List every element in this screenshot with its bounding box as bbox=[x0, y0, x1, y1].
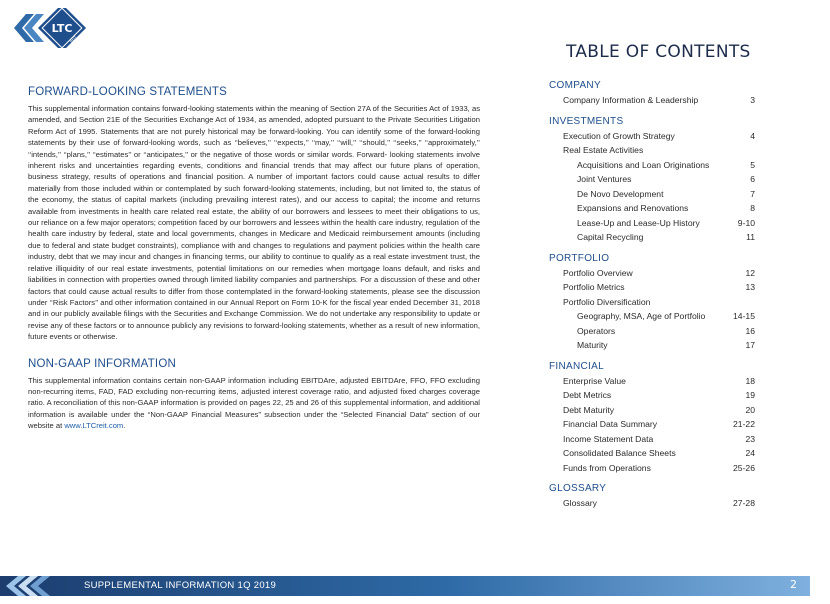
toc-entry-label: Portfolio Diversification bbox=[563, 296, 651, 307]
table-of-contents bbox=[549, 80, 755, 511]
toc-entry-label: Joint Ventures bbox=[577, 174, 632, 184]
toc-entry-label: Lease-Up and Lease-Up History bbox=[577, 217, 700, 228]
toc-entry[interactable] bbox=[549, 417, 755, 432]
toc-entry-label: Debt Maturity bbox=[563, 404, 615, 415]
website-link[interactable]: www.LTCreit.com bbox=[64, 421, 124, 431]
toc-section-heading: GLOSSARY bbox=[549, 483, 607, 494]
toc-entry[interactable] bbox=[549, 496, 755, 511]
toc-entry-page: 20 bbox=[745, 404, 755, 415]
non-gaap-body bbox=[28, 375, 480, 432]
toc-entry[interactable] bbox=[549, 230, 755, 245]
toc-entry[interactable] bbox=[549, 93, 755, 108]
page-number: 2 bbox=[790, 578, 797, 591]
toc-entry-label: Consolidated Balance Sheets bbox=[563, 448, 676, 458]
toc-entry-page: 11 bbox=[746, 232, 755, 242]
toc-entry[interactable] bbox=[549, 201, 755, 216]
toc-entry-page: 19 bbox=[745, 390, 755, 400]
toc-entry-label: Portfolio Metrics bbox=[563, 282, 625, 292]
toc-entry-label: Maturity bbox=[577, 340, 608, 350]
toc-entry[interactable] bbox=[549, 172, 755, 187]
toc-section-heading: PORTFOLIO bbox=[549, 252, 610, 264]
toc-entry[interactable] bbox=[549, 324, 755, 339]
toc-entry-label: Debt Metrics bbox=[563, 390, 612, 400]
toc-entry-page: 23 bbox=[745, 433, 755, 444]
toc-entry-page: 4 bbox=[750, 130, 755, 141]
toc-entry-page: 9-10 bbox=[737, 217, 755, 228]
toc-entry-label: Financial Data Summary bbox=[563, 419, 658, 429]
toc-entry-label: Enterprise Value bbox=[563, 375, 626, 386]
toc-entry-label: Expansions and Renovations bbox=[577, 203, 689, 213]
toc-entry[interactable] bbox=[549, 309, 755, 324]
toc-entry[interactable] bbox=[549, 403, 755, 418]
non-gaap-heading: NON-GAAP INFORMATION bbox=[28, 357, 176, 370]
toc-entry-label: Operators bbox=[577, 325, 616, 336]
toc-entry-page: 7 bbox=[750, 188, 755, 199]
forward-looking-body: This supplemental information contains forward-looking statements within the meaning of Section 27A of the Securities Act of 1933, as amended, and Section 21E of the Securities Exchange Act of 1934, as amended, adopted pursuant to the Private Securities Litigation Reform Act of 1995. Statements that are not purely historical may be forward-looking. You can identify some of the forward-looking statements by their use of forward-looking words, such as ‘‘believes,’’ ‘‘expects,’’ ‘‘may,’’ ‘‘will,’’ ‘‘should,’’ ‘‘seeks,’’ ‘‘approximately,’’ ‘‘intends,’’ ‘‘plans,’’ ‘‘estimates’’ or ‘‘anticipates,’’ or the negative of those words or similar words. Forward- looking statements involve inherent risks and uncertainties regarding events, conditions and financial trends that may affect our future plans of operation, business strategy, results of operations and financial position. A number of important factors could cause actual results to differ materially from those included within or contemplated by such forward-looking statements, including, but not limited to, the status of the economy, the status of capital markets (including prevailing interest rates), and our access to capital; the income and returns available from investments in health care related real estate, the ability of our borrowers and lessees to meet their obligations to us, our reliance on a few major operators; competition faced by our borrowers and lessees within the health care industry, regulation of the health care industry by federal, state and local governments, changes in Medicare and Medicaid reimbursement amounts (including due to federal and state budget constraints), compliance with and changes to regulations and payment policies within the health care industry, debt that we may incur and changes in financing terms, our ability to continue to qualify as a real estate investment trust, the relative illiquidity of our real estate investments, potential limitations on our remedies when mortgage loans default, and risks and liabilities in connection with properties owned through limited liability companies and partnerships. For a discussion of these and other factors that could cause actual results to differ from those contemplated in the forward-looking statements, please see the discussion under ‘‘Risk Factors’’ and other information contained in our Annual Report on Form 10-K for the fiscal year ended December 31, 2018 and in our publicly available filings with the Securities and Exchange Commission. We do not undertake any responsibility to update or revise any of these factors or to announce publicly any revisions to forward-looking statements, whether as a result of new information, future events or otherwise. bbox=[28, 104, 480, 342]
toc-entry[interactable] bbox=[549, 158, 755, 173]
toc-entry[interactable] bbox=[549, 461, 755, 476]
toc-entry-label: Funds from Operations bbox=[563, 462, 651, 473]
toc-entry[interactable] bbox=[549, 280, 755, 295]
toc-entry-label: Execution of Growth Strategy bbox=[563, 130, 675, 141]
toc-entry-page: 6 bbox=[750, 174, 755, 184]
toc-entry-label: Geography, MSA, Age of Portfolio bbox=[577, 311, 706, 321]
footer-title: SUPPLEMENTAL INFORMATION 1Q 2019 bbox=[84, 580, 277, 591]
toc-entry-label: Glossary bbox=[563, 498, 597, 508]
toc-entry-page: 27-28 bbox=[733, 498, 755, 508]
toc-entry[interactable] bbox=[549, 143, 755, 158]
toc-entry-page: 12 bbox=[745, 267, 755, 278]
toc-entry-page: 13 bbox=[745, 282, 755, 292]
toc-entry-label: Capital Recycling bbox=[577, 232, 644, 242]
toc-entry[interactable] bbox=[549, 129, 755, 144]
toc-section-heading: INVESTMENTS bbox=[549, 115, 624, 127]
toc-entry[interactable] bbox=[549, 374, 755, 389]
toc-entry[interactable] bbox=[549, 446, 755, 461]
toc-entry-page: 25-26 bbox=[733, 462, 755, 473]
toc-entry[interactable] bbox=[549, 388, 755, 403]
toc-entry-page: 24 bbox=[745, 448, 755, 458]
page-footer bbox=[0, 568, 830, 604]
toc-entry-page: 18 bbox=[745, 375, 755, 386]
forward-looking-heading: FORWARD-LOOKING STATEMENTS bbox=[28, 86, 228, 98]
toc-entry-label: Company Information & Leadership bbox=[563, 95, 699, 105]
toc-entry-page: 16 bbox=[745, 325, 755, 336]
toc-entry-page: 17 bbox=[745, 340, 755, 350]
toc-entry[interactable] bbox=[549, 187, 755, 202]
footer-chevrons-icon bbox=[4, 574, 64, 598]
toc-entry-label: De Novo Development bbox=[577, 188, 664, 199]
toc-entry[interactable] bbox=[549, 338, 755, 353]
toc-entry[interactable] bbox=[549, 266, 755, 281]
toc-entry-label: Income Statement Data bbox=[563, 433, 654, 444]
toc-entry-page: 8 bbox=[750, 203, 755, 213]
toc-entry-label: Real Estate Activities bbox=[563, 145, 644, 155]
non-gaap-text: This supplemental information contains certain non-GAAP information including EBITDAre, adjusted EBITDAre, FFO, FFO excluding non-recurring items, FAD, FAD excluding non-recurring items, adjusted interest coverage ratio, and adjusted fixed charges coverage ratio. A reconciliation of this non-GAAP information is provided on pages 22, 25 and 26 of this supplemental information, and additional information is available under the “Non-GAAP Financial Measures” subsection under the “Selected Financial Data” section of our website at bbox=[28, 375, 480, 431]
toc-entry[interactable] bbox=[549, 216, 755, 231]
toc-entry[interactable] bbox=[549, 432, 755, 447]
disclosures bbox=[28, 86, 480, 432]
toc-entry-page: 3 bbox=[750, 95, 755, 105]
toc-entry-page: 5 bbox=[750, 159, 755, 170]
toc-section-heading: COMPANY bbox=[549, 80, 601, 91]
logo-subtext: REIT bbox=[69, 35, 78, 44]
toc-entry[interactable] bbox=[549, 295, 755, 310]
toc-entry-label: Portfolio Overview bbox=[563, 267, 633, 278]
non-gaap-end: . bbox=[123, 421, 126, 431]
toc-entry-page: 14-15 bbox=[733, 311, 755, 321]
company-logo bbox=[10, 8, 90, 48]
toc-entry-page: 21-22 bbox=[733, 419, 755, 429]
toc-entry-label: Acquisitions and Loan Originations bbox=[577, 159, 710, 170]
logo-text: LTC bbox=[51, 22, 73, 35]
toc-title: TABLE OF CONTENTS bbox=[566, 42, 751, 62]
toc-section-heading: FINANCIAL bbox=[549, 360, 604, 372]
